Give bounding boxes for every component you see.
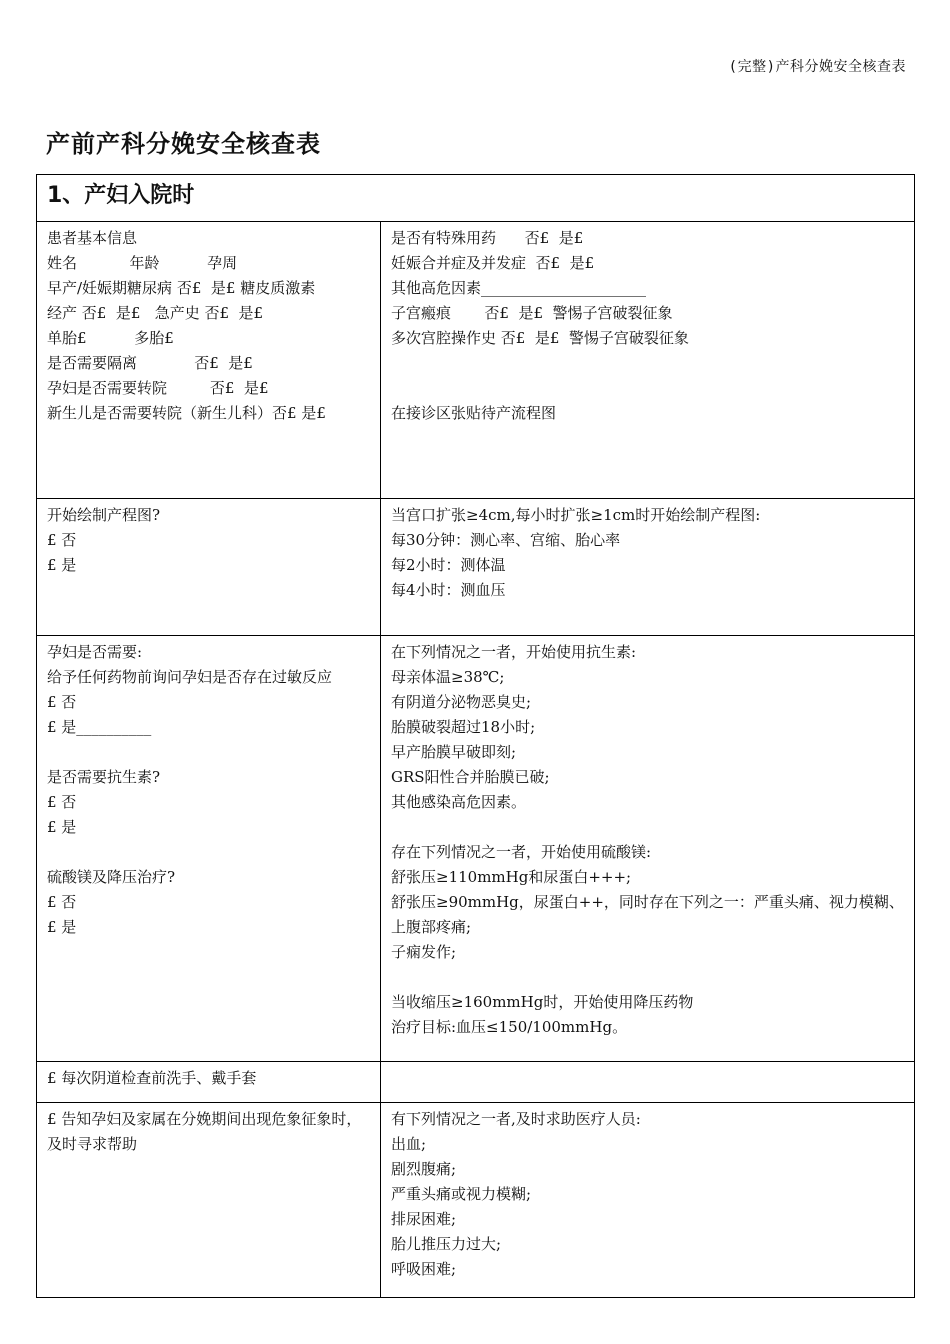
- section-header-row: [37, 175, 915, 222]
- text-line: 是否需要隔离 否£ 是£: [47, 354, 253, 372]
- text-line: £ 否: [47, 531, 77, 549]
- blank-line: [391, 376, 906, 401]
- text-line: 患者基本信息: [47, 229, 138, 247]
- basic-info-left-cell: [37, 222, 381, 499]
- text-line: 呼吸困难;: [391, 1260, 457, 1278]
- blank-line: [47, 740, 372, 765]
- text-line: 剧烈腹痛;: [391, 1160, 457, 1178]
- section-heading: 1、产妇入院时: [37, 175, 915, 222]
- text-line: 新生儿是否需要转院（新生儿科）否£ 是£: [47, 404, 326, 422]
- text-line: £ 否: [47, 693, 77, 711]
- text-line: 其他感染高危因素。: [391, 793, 527, 811]
- hands-left-cell: [37, 1062, 381, 1103]
- blank-line: [391, 351, 906, 376]
- row-inform-family: [37, 1103, 915, 1298]
- text-line: £ 是__________: [47, 718, 152, 736]
- needs-left-cell: [37, 636, 381, 1062]
- row-partograph: [37, 499, 915, 636]
- text-line: 当宫口扩张≥4cm,每小时扩张≥1cm时开始绘制产程图:: [391, 506, 761, 524]
- row-maternal-needs: [37, 636, 915, 1062]
- text-line: 其他高危因素______________________: [391, 279, 647, 297]
- text-line: £ 是: [47, 818, 77, 836]
- text-line: 舒张压≥110mmHg和尿蛋白+++;: [391, 868, 632, 886]
- needs-right-cell: [381, 636, 915, 1062]
- text-line: £ 告知孕妇及家属在分娩期间出现危象征象时，及时寻求帮助: [47, 1110, 362, 1153]
- text-line: 排尿困难;: [391, 1210, 457, 1228]
- text-line: 早产胎膜早破即刻;: [391, 743, 517, 761]
- text-line: 妊娠合并症及并发症 否£ 是£: [391, 254, 595, 272]
- text-line: £ 是: [47, 556, 77, 574]
- text-line: 孕妇是否需要:: [47, 643, 143, 661]
- text-line: 硫酸镁及降压治疗?: [47, 868, 176, 886]
- text-line: 经产 否£ 是£ 急产史 否£ 是£: [47, 304, 264, 322]
- inform-left-cell: [37, 1103, 381, 1298]
- text-line: 子痫发作;: [391, 943, 457, 961]
- partograph-right-cell: [381, 499, 915, 636]
- text-line: 在接诊区张贴待产流程图: [391, 404, 557, 422]
- text-line: 有下列情况之一者,及时求助医疗人员:: [391, 1110, 641, 1128]
- text-line: £ 否: [47, 793, 77, 811]
- text-line: 胎膜破裂超过18小时;: [391, 718, 536, 736]
- row-basic-info: [37, 222, 915, 499]
- text-line: £ 每次阴道检查前洗手、戴手套: [47, 1069, 257, 1087]
- blank-line: [391, 815, 906, 840]
- text-line: 胎儿推压力过大;: [391, 1235, 502, 1253]
- row-hand-hygiene: [37, 1062, 915, 1103]
- text-line: 子宫瘢痕 否£ 是£ 警惕子宫破裂征象: [391, 304, 673, 322]
- partograph-left-cell: [37, 499, 381, 636]
- text-line: 每30分钟：测心率、宫缩、胎心率: [391, 531, 621, 549]
- blank-line: [47, 840, 372, 865]
- text-line: 每2小时：测体温: [391, 556, 506, 574]
- text-line: 早产/妊娠期糖尿病 否£ 是£ 糖皮质激素: [47, 279, 316, 297]
- text-line: 孕妇是否需要转院 否£ 是£: [47, 379, 269, 397]
- basic-info-right-cell: [381, 222, 915, 499]
- header-note: (完整)产科分娩安全核查表: [728, 59, 906, 75]
- text-line: 严重头痛或视力模糊;: [391, 1185, 532, 1203]
- text-line: 存在下列情况之一者，开始使用硫酸镁:: [391, 843, 652, 861]
- text-line: 每4小时：测血压: [391, 581, 506, 599]
- page-title: 产前产科分娩安全核查表: [46, 130, 321, 158]
- text-line: £ 否: [47, 893, 77, 911]
- blank-line: [391, 965, 906, 990]
- text-line: £ 是: [47, 918, 77, 936]
- text-line: 是否有特殊用药 否£ 是£: [391, 229, 584, 247]
- text-line: 出血;: [391, 1135, 427, 1153]
- text-line: 多次宫腔操作史 否£ 是£ 警惕子宫破裂征象: [391, 329, 689, 347]
- text-line: 舒张压≥90mmHg，尿蛋白++，同时存在下列之一：严重头痛、视力模糊、上腹部疼痛;: [391, 893, 904, 936]
- text-line: 母亲体温≥38℃;: [391, 668, 505, 686]
- text-line: 有阴道分泌物恶臭史;: [391, 693, 532, 711]
- text-line: 单胎£ 多胎£: [47, 329, 174, 347]
- inform-right-cell: [381, 1103, 915, 1298]
- text-line: 是否需要抗生素?: [47, 768, 161, 786]
- text-line: GRS阳性合并胎膜已破;: [391, 768, 550, 786]
- text-line: 当收缩压≥160mmHg时，开始使用降压药物: [391, 993, 694, 1011]
- hands-right-cell: [381, 1062, 915, 1103]
- text-line: 治疗目标:血压≤150/100mmHg。: [391, 1018, 628, 1036]
- text-line: 给予任何药物前询问孕妇是否存在过敏反应: [47, 668, 333, 686]
- text-line: 姓名 年龄 孕周: [47, 254, 238, 272]
- text-line: 在下列情况之一者，开始使用抗生素:: [391, 643, 637, 661]
- text-line: 开始绘制产程图?: [47, 506, 161, 524]
- checklist-table: [36, 174, 915, 1298]
